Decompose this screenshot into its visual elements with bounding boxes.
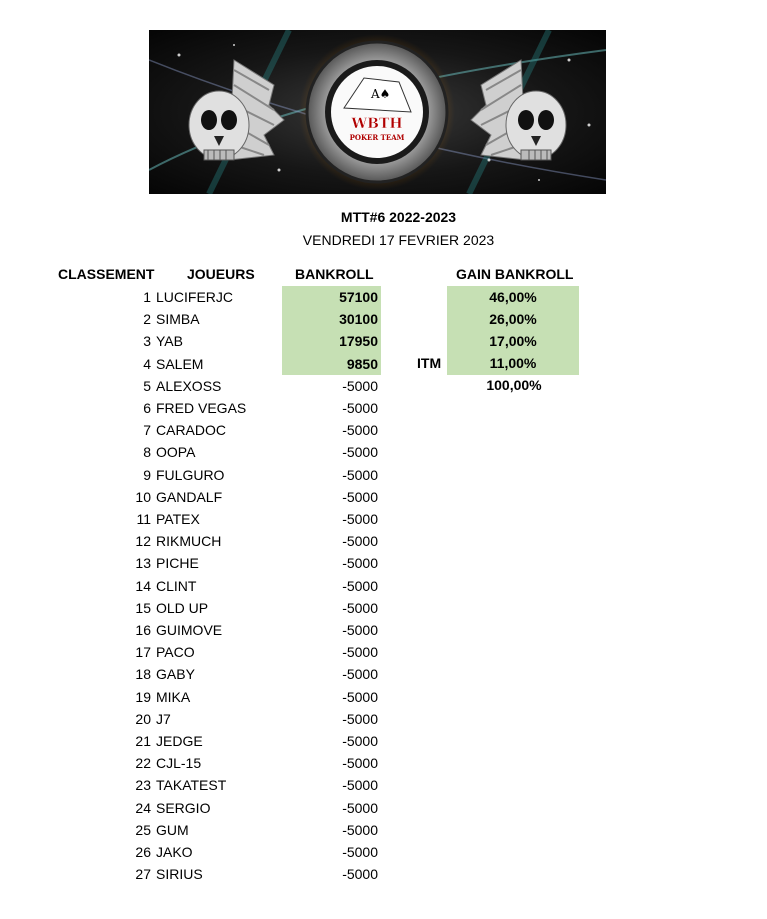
table-row [0, 641, 767, 663]
rank-cell: 4 [143, 355, 151, 372]
rank-cell: 6 [143, 400, 151, 416]
bankroll-cell: 17950 [339, 333, 378, 350]
poker-chip-logo-icon [299, 34, 455, 190]
table-row [0, 774, 767, 796]
player-name-cell: ALEXOSS [156, 377, 222, 394]
rank-cell: 25 [135, 821, 151, 838]
player-name-cell: CJL-15 [156, 755, 202, 772]
itm-label: ITM [417, 355, 442, 371]
table-row [0, 419, 767, 441]
player-name-cell: JEDGE [156, 733, 203, 749]
rank-cell: 12 [135, 533, 151, 550]
table-row [0, 397, 767, 419]
svg-text:A♠: A♠ [371, 87, 391, 101]
rank-cell: 5 [143, 377, 151, 394]
player-name-cell: GUM [156, 821, 189, 838]
bankroll-cell: -5000 [342, 422, 378, 439]
bankroll-cell: -5000 [342, 777, 378, 794]
table-row [0, 286, 767, 308]
header-classement: CLASSEMENT [58, 266, 155, 282]
player-name-cell: SALEM [156, 355, 204, 372]
player-name-cell: GANDALF [156, 488, 223, 505]
bankroll-cell: 57100 [339, 289, 378, 305]
bankroll-cell: -5000 [342, 666, 378, 683]
bankroll-cell: -5000 [342, 644, 378, 661]
bankroll-cell: -5000 [342, 488, 378, 505]
player-name-cell: JAKO [156, 844, 193, 860]
table-row [0, 441, 767, 463]
player-name-cell: FULGURO [156, 466, 225, 483]
rank-cell: 21 [135, 733, 151, 749]
table-row [0, 353, 767, 375]
bankroll-cell: -5000 [342, 577, 378, 594]
rank-cell: 1 [143, 289, 151, 305]
player-name-cell: FRED VEGAS [156, 400, 247, 416]
table-row [0, 619, 767, 641]
rank-cell: 17 [135, 644, 151, 661]
bankroll-cell: -5000 [342, 688, 378, 705]
rank-cell: 3 [143, 333, 151, 350]
rank-cell: 10 [135, 488, 151, 505]
bankroll-cell: -5000 [342, 400, 378, 416]
table-row [0, 841, 767, 863]
rank-cell: 16 [135, 622, 151, 638]
table-row [0, 730, 767, 752]
bankroll-cell: -5000 [342, 599, 378, 616]
bankroll-cell: 30100 [339, 311, 378, 328]
table-row [0, 708, 767, 730]
table-row [0, 597, 767, 619]
header-bankroll: BANKROLL [295, 266, 374, 282]
table-row [0, 308, 767, 330]
rank-cell: 2 [143, 311, 151, 328]
rank-cell: 13 [135, 555, 151, 572]
logo-text-wbth: WBTH [351, 116, 403, 132]
rank-cell: 26 [135, 844, 151, 860]
bankroll-cell: -5000 [342, 844, 378, 860]
player-name-cell: MIKA [156, 688, 191, 705]
player-name-cell: CARADOC [156, 422, 227, 439]
bankroll-cell: -5000 [342, 866, 378, 883]
player-name-cell: SIRIUS [156, 866, 203, 883]
table-row [0, 552, 767, 574]
bankroll-cell: -5000 [342, 444, 378, 461]
table-row [0, 486, 767, 508]
rank-cell: 8 [143, 444, 151, 461]
gain-rank-2: 26,00% [489, 311, 537, 327]
bankroll-cell: -5000 [342, 821, 378, 838]
player-name-cell: PATEX [156, 511, 200, 527]
bankroll-cell: -5000 [342, 533, 378, 550]
table-row [0, 863, 767, 885]
table-row [0, 663, 767, 685]
bankroll-cell: 9850 [346, 355, 378, 372]
gain-rank-1: 46,00% [489, 289, 537, 305]
rank-cell: 14 [135, 577, 151, 594]
rank-cell: 20 [135, 710, 151, 727]
rank-cell: 11 [136, 511, 151, 527]
header-gain-bankroll: GAIN BANKROLL [456, 266, 574, 282]
rank-cell: 15 [135, 599, 151, 616]
rank-cell: 7 [143, 422, 151, 439]
player-name-cell: SIMBA [156, 311, 200, 328]
table-row [0, 464, 767, 486]
rank-cell: 19 [135, 688, 151, 705]
bankroll-cell: -5000 [342, 710, 378, 727]
table-row [0, 508, 767, 530]
player-name-cell: RIKMUCH [156, 533, 222, 550]
tournament-date: VENDREDI 17 FEVRIER 2023 [302, 232, 495, 248]
player-name-cell: YAB [156, 333, 183, 350]
tournament-title: MTT#6 2022-2023 [340, 209, 457, 225]
team-banner [149, 30, 606, 194]
player-name-cell: PACO [156, 644, 195, 661]
player-name-cell: CLINT [156, 577, 197, 594]
rank-cell: 9 [143, 466, 151, 483]
table-row [0, 819, 767, 841]
player-name-cell: SERGIO [156, 799, 211, 816]
rank-cell: 18 [135, 666, 151, 683]
bankroll-cell: -5000 [342, 622, 378, 638]
bankroll-cell: -5000 [342, 755, 378, 772]
bankroll-cell: -5000 [342, 466, 378, 483]
player-name-cell: OLD UP [156, 599, 209, 616]
table-row [0, 752, 767, 774]
bankroll-cell: -5000 [342, 377, 378, 394]
header-joueurs: JOUEURS [187, 266, 255, 282]
player-name-cell: LUCIFERJC [156, 289, 234, 305]
player-name-cell: J7 [156, 710, 171, 727]
bankroll-cell: -5000 [342, 733, 378, 749]
table-row [0, 575, 767, 597]
bankroll-cell: -5000 [342, 555, 378, 572]
player-name-cell: OOPA [156, 444, 196, 461]
gain-total: 100,00% [486, 377, 542, 393]
player-name-cell: GABY [156, 666, 195, 683]
logo-text-poker-team: POKER TEAM [349, 133, 405, 142]
player-name-cell: TAKATEST [156, 777, 227, 794]
rank-cell: 22 [135, 755, 151, 772]
table-row [0, 375, 767, 397]
gain-rank-3: 17,00% [489, 333, 537, 349]
player-name-cell: PICHE [156, 555, 199, 572]
table-row [0, 686, 767, 708]
bankroll-cell: -5000 [342, 799, 378, 816]
table-row [0, 530, 767, 552]
skull-fish-right-icon [471, 60, 566, 160]
rank-cell: 24 [135, 799, 151, 816]
rank-cell: 23 [135, 777, 151, 794]
table-row [0, 797, 767, 819]
player-name-cell: GUIMOVE [156, 622, 223, 638]
banner-artwork [149, 30, 606, 194]
gain-rank-4: 11,00% [489, 355, 537, 371]
table-row [0, 330, 767, 352]
rank-cell: 27 [135, 866, 151, 883]
bankroll-cell: -5000 [342, 511, 378, 527]
